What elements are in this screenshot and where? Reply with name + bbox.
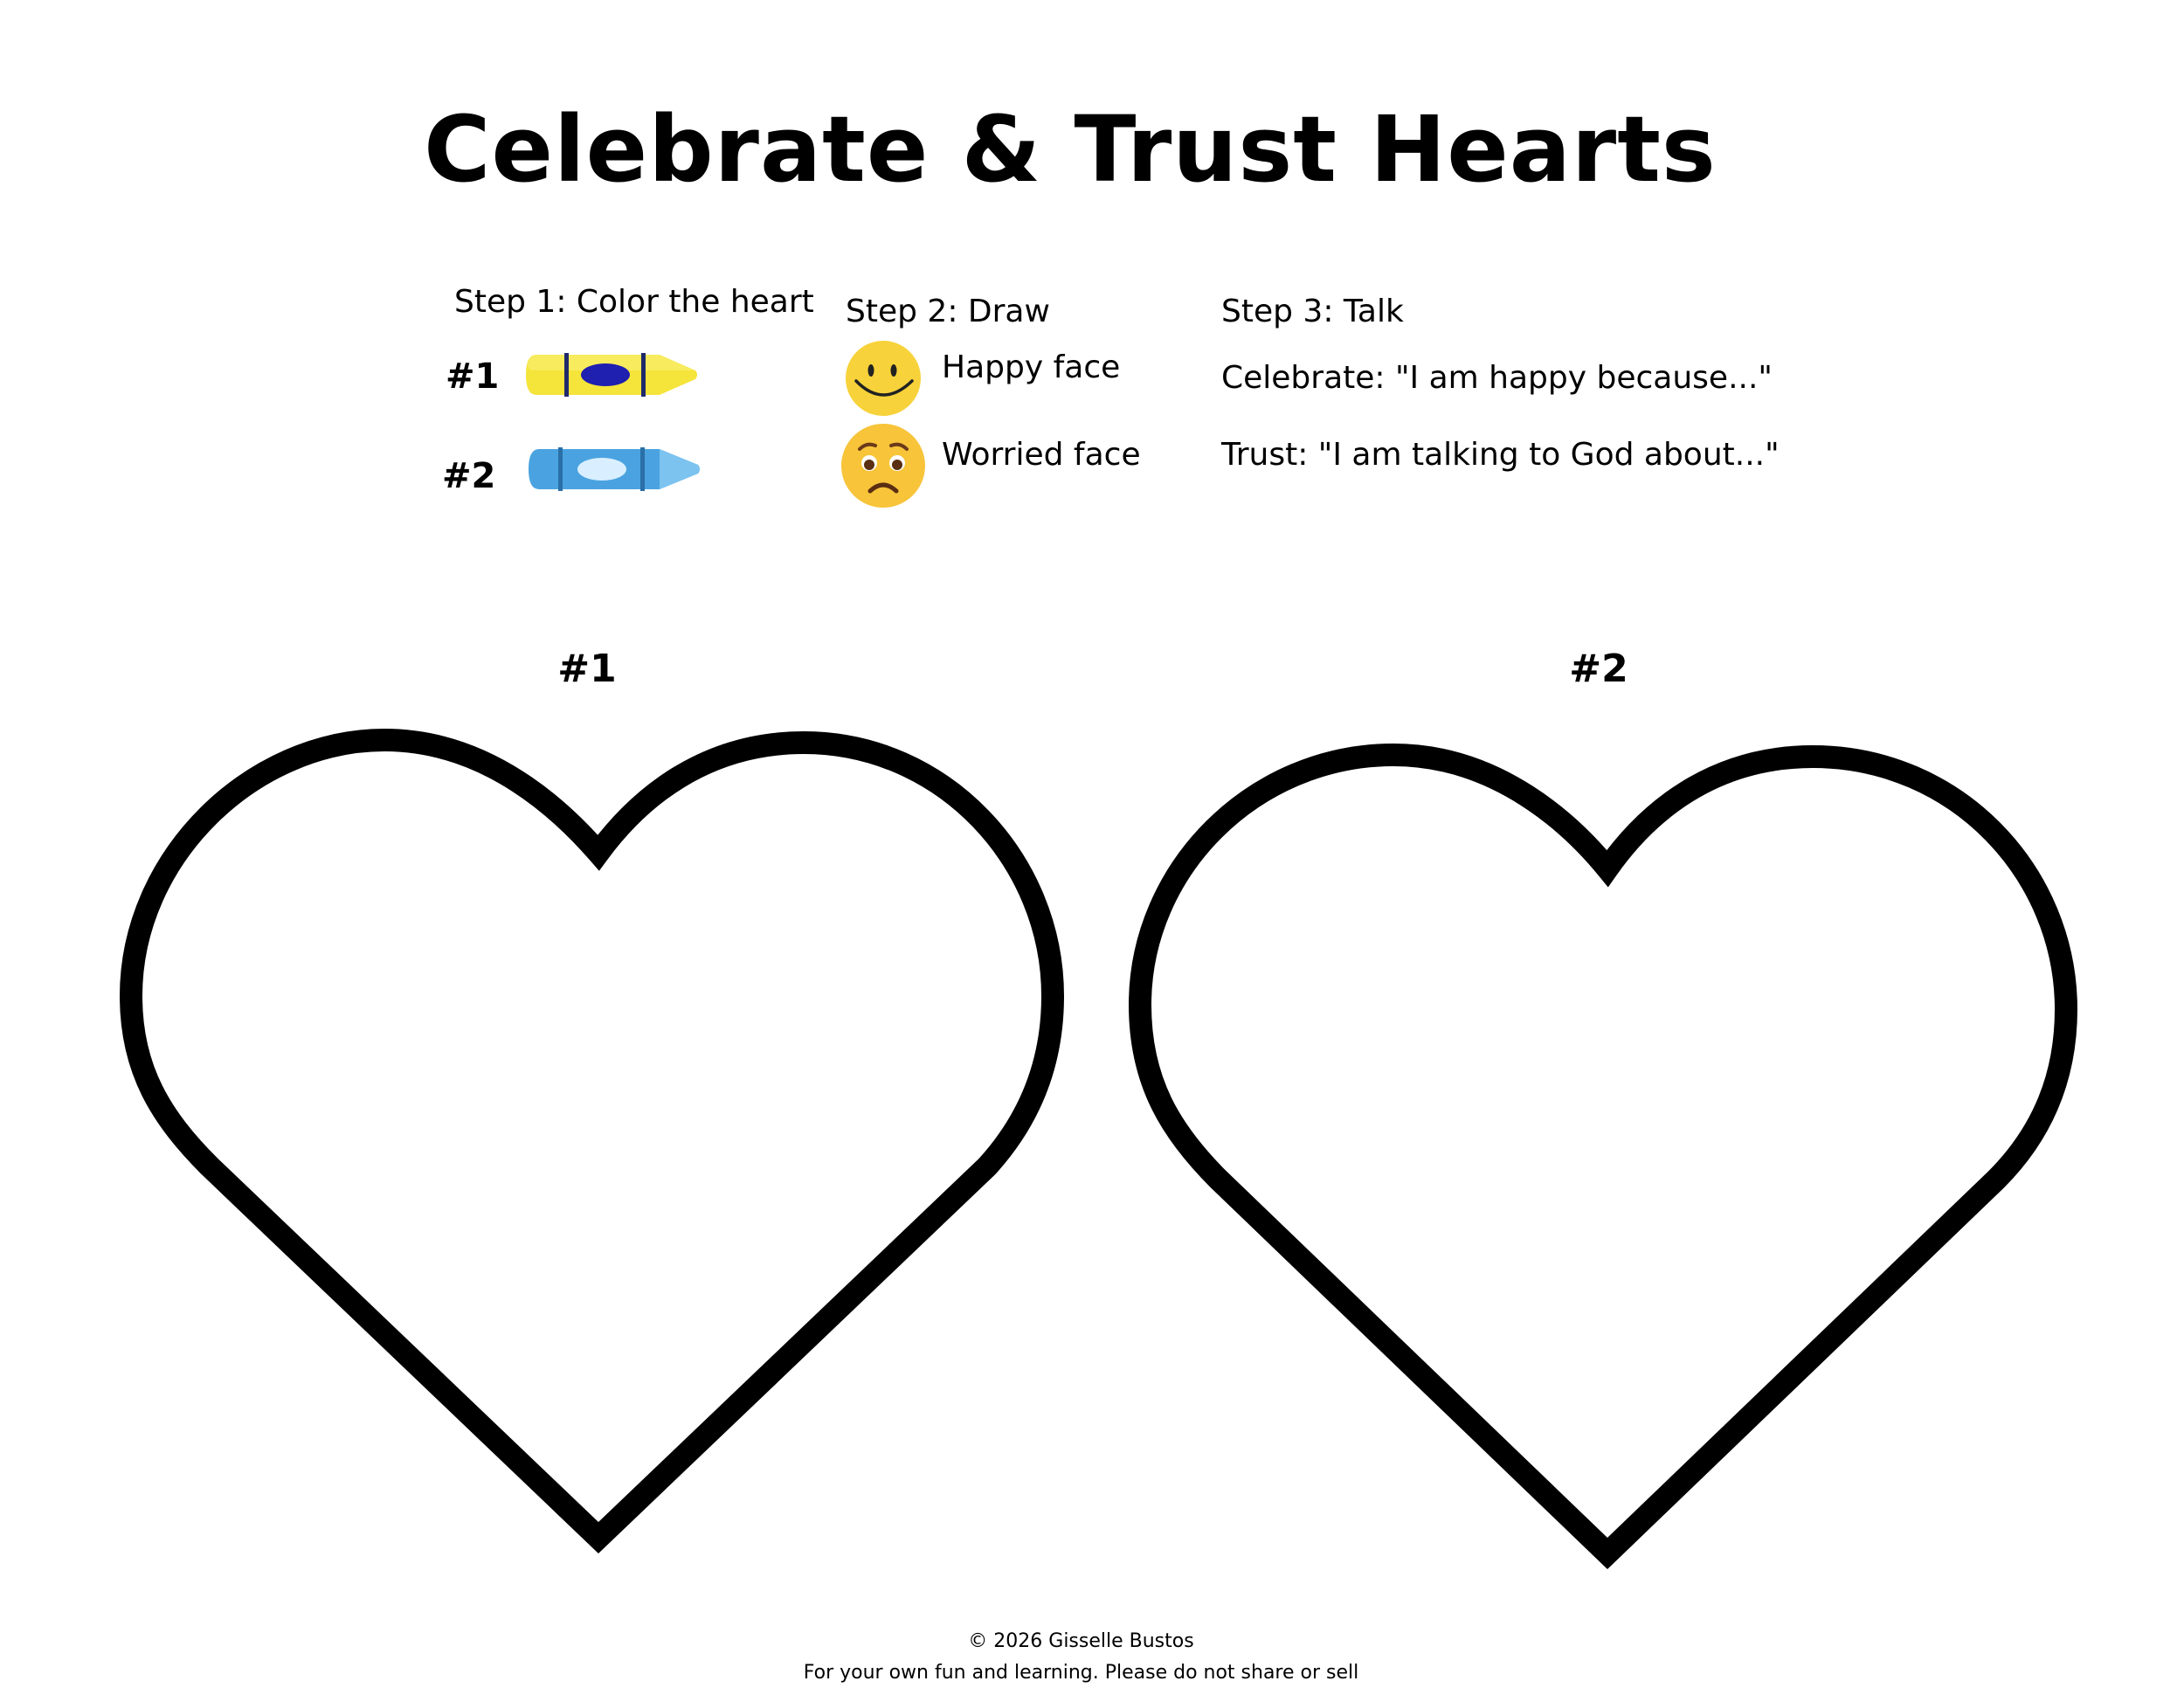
step1-item-1-label: #1 xyxy=(446,356,500,397)
step3-heading: Step 3: Talk xyxy=(1221,294,1404,329)
step2-item-1-label: Happy face xyxy=(942,349,1121,385)
step3-trust-prompt: Trust: "I am talking to God about..." xyxy=(1221,437,1780,473)
step2-heading: Step 2: Draw xyxy=(846,294,1050,329)
heart-1-label: #1 xyxy=(557,647,617,691)
page-title: Celebrate & Trust Hearts xyxy=(424,96,1717,203)
footer-copyright: © 2026 Gisselle Bustos xyxy=(968,1630,1194,1652)
step1-item-2-label: #2 xyxy=(442,456,496,496)
step3-celebrate-prompt: Celebrate: "I am happy because..." xyxy=(1221,360,1773,396)
step2-item-2-label: Worried face xyxy=(942,437,1141,473)
step1-heading: Step 1: Color the heart xyxy=(454,284,814,320)
footer-notice: For your own fun and learning. Please do not share or sell xyxy=(803,1662,1359,1684)
heart-2-label: #2 xyxy=(1569,647,1628,691)
